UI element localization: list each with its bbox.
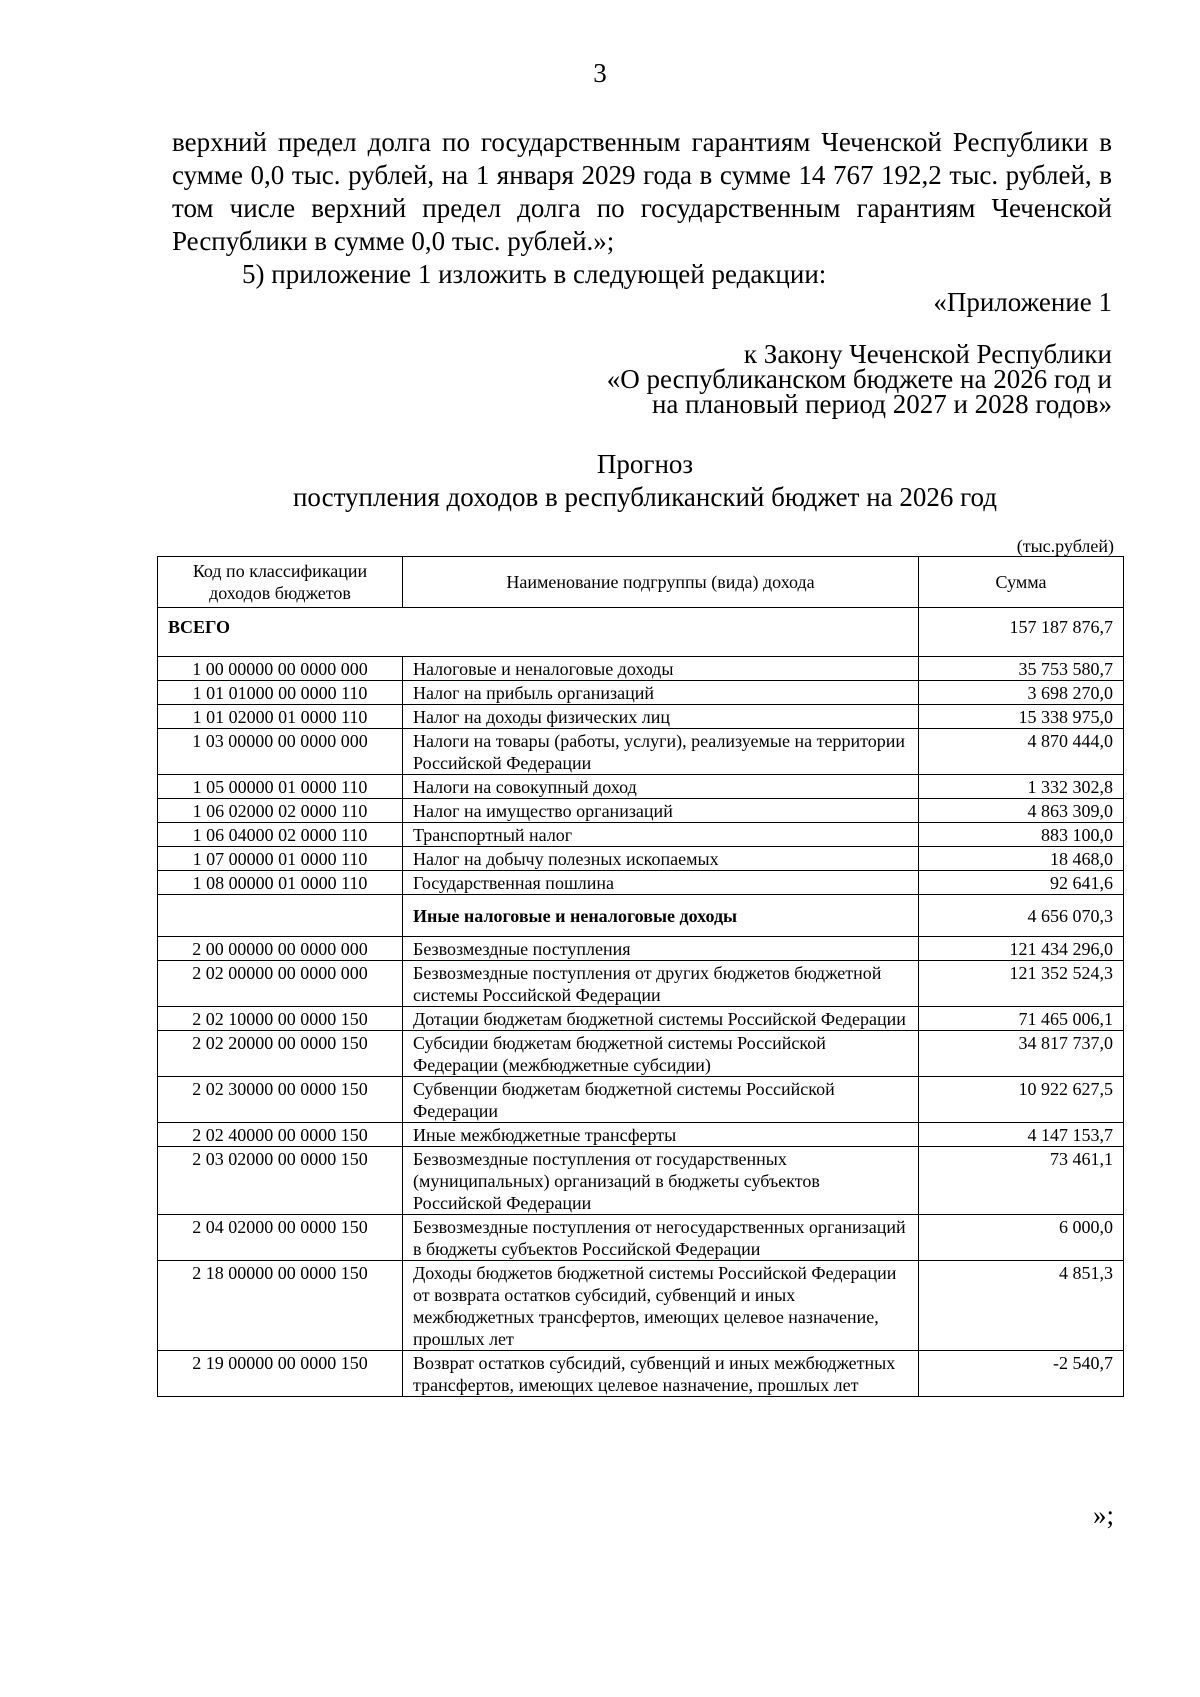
revenue-table	[157, 556, 1124, 1397]
intro-paragraph	[172, 126, 1112, 258]
row-amount: 71 465 006,1	[919, 1007, 1124, 1031]
row-code: 2 18 00000 00 0000 150	[158, 1261, 403, 1351]
table-row	[158, 705, 1124, 729]
row-amount: 4 863 309,0	[919, 799, 1124, 823]
item-5-text: 5) приложение 1 изложить в следующей редакции:	[242, 259, 827, 289]
law-reference-line: на плановый период 2027 и 2028 годов»	[651, 389, 1112, 419]
row-code: 1 01 02000 01 0000 110	[158, 705, 403, 729]
row-amount: 34 817 737,0	[919, 1031, 1124, 1077]
table-row	[158, 961, 1124, 1007]
row-amount: 3 698 270,0	[919, 681, 1124, 705]
row-code: 2 04 02000 00 0000 150	[158, 1215, 403, 1261]
row-code: 1 01 01000 00 0000 110	[158, 681, 403, 705]
row-code: 2 02 30000 00 0000 150	[158, 1077, 403, 1123]
row-amount: 1 332 302,8	[919, 775, 1124, 799]
row-code: 2 02 40000 00 0000 150	[158, 1123, 403, 1147]
row-name: Безвозмездные поступления от других бюджетов бюджетной системы Российской Федерации	[403, 961, 919, 1007]
table-row	[158, 847, 1124, 871]
intro-text: верхний предел долга по государственным гарантиям Чеченской Республики в сумме 0,0 тыс. рублей, на 1 января 2029 года в сумме 14 767 192,2 тыс. рублей, в том числе верхний предел долга по государственным гарантиям Чеченской Республики в сумме 0,0 тыс. рублей.»;	[172, 127, 1112, 256]
table-row	[158, 799, 1124, 823]
row-amount: 121 434 296,0	[919, 937, 1124, 961]
table-row	[158, 1351, 1124, 1397]
total-amount: 157 187 876,7	[919, 608, 1124, 657]
document-title-line1: Прогноз	[596, 449, 694, 479]
law-reference-line: к Закону Чеченской Республики	[743, 339, 1112, 369]
row-name: Иные налоговые и неналоговые доходы	[403, 895, 919, 937]
row-code	[158, 895, 403, 937]
row-name: Безвозмездные поступления	[403, 937, 919, 961]
row-amount: 121 352 524,3	[919, 961, 1124, 1007]
row-code: 1 00 00000 00 0000 000	[158, 657, 403, 681]
row-code: 2 19 00000 00 0000 150	[158, 1351, 403, 1397]
row-name: Налог на добычу полезных ископаемых	[403, 847, 919, 871]
row-amount: 35 753 580,7	[919, 657, 1124, 681]
document-title	[0, 448, 1200, 514]
table-row	[158, 1031, 1124, 1077]
row-amount: -2 540,7	[919, 1351, 1124, 1397]
row-amount: 92 641,6	[919, 871, 1124, 895]
total-row	[158, 608, 1124, 657]
row-code: 1 05 00000 01 0000 110	[158, 775, 403, 799]
table-row	[158, 1261, 1124, 1351]
table-row	[158, 775, 1124, 799]
table-header-row	[158, 557, 1124, 608]
closing-quote: »;	[1092, 1500, 1114, 1530]
row-name: Налоги на товары (работы, услуги), реализуемые на территории Российской Федерации	[403, 729, 919, 775]
row-name: Транспортный налог	[403, 823, 919, 847]
law-reference-line: «О республиканском бюджете на 2026 год и	[606, 364, 1112, 394]
row-code: 1 06 02000 02 0000 110	[158, 799, 403, 823]
table-row	[158, 871, 1124, 895]
row-code: 2 02 10000 00 0000 150	[158, 1007, 403, 1031]
law-reference	[606, 339, 1112, 419]
page-number: 3	[593, 58, 607, 88]
row-name: Безвозмездные поступления от негосударственных организаций в бюджеты субъектов Российской Федерации	[403, 1215, 919, 1261]
row-name: Иные межбюджетные трансферты	[403, 1123, 919, 1147]
row-name: Налоговые и неналоговые доходы	[403, 657, 919, 681]
row-code: 2 00 00000 00 0000 000	[158, 937, 403, 961]
table-row	[158, 937, 1124, 961]
appendix-title: «Приложение 1	[933, 287, 1112, 317]
row-amount: 6 000,0	[919, 1215, 1124, 1261]
row-name: Налоги на совокупный доход	[403, 775, 919, 799]
row-amount: 18 468,0	[919, 847, 1124, 871]
row-amount: 883 100,0	[919, 823, 1124, 847]
row-code: 2 03 02000 00 0000 150	[158, 1147, 403, 1215]
header-name: Наименование подгруппы (вида) дохода	[403, 557, 919, 608]
row-code: 1 08 00000 01 0000 110	[158, 871, 403, 895]
row-amount: 10 922 627,5	[919, 1077, 1124, 1123]
table-row	[158, 1147, 1124, 1215]
row-code: 2 02 20000 00 0000 150	[158, 1031, 403, 1077]
table-row	[158, 1077, 1124, 1123]
table-row	[158, 1215, 1124, 1261]
row-name: Налог на доходы физических лиц	[403, 705, 919, 729]
row-amount: 73 461,1	[919, 1147, 1124, 1215]
row-name: Возврат остатков субсидий, субвенций и иных межбюджетных трансфертов, имеющих целевое назначение, прошлых лет	[403, 1351, 919, 1397]
row-name: Государственная пошлина	[403, 871, 919, 895]
row-code: 1 03 00000 00 0000 000	[158, 729, 403, 775]
units-label: (тыс.рублей)	[1016, 536, 1114, 556]
row-name: Безвозмездные поступления от государственных (муниципальных) организаций в бюджеты субъектов Российской Федерации	[403, 1147, 919, 1215]
row-code: 1 07 00000 01 0000 110	[158, 847, 403, 871]
table-row	[158, 1007, 1124, 1031]
row-amount: 4 656 070,3	[919, 895, 1124, 937]
total-label: ВСЕГО	[158, 608, 919, 657]
header-amount: Сумма	[919, 557, 1124, 608]
table-row	[158, 895, 1124, 937]
header-code: Код по классификации доходов бюджетов	[158, 557, 403, 608]
table-row	[158, 1123, 1124, 1147]
row-amount: 4 870 444,0	[919, 729, 1124, 775]
row-code: 2 02 00000 00 0000 000	[158, 961, 403, 1007]
row-name: Налог на имущество организаций	[403, 799, 919, 823]
table-row	[158, 681, 1124, 705]
table-row	[158, 657, 1124, 681]
row-code: 1 06 04000 02 0000 110	[158, 823, 403, 847]
row-name: Субвенции бюджетам бюджетной системы Российской Федерации	[403, 1077, 919, 1123]
row-amount: 4 147 153,7	[919, 1123, 1124, 1147]
row-amount: 4 851,3	[919, 1261, 1124, 1351]
row-name: Налог на прибыль организаций	[403, 681, 919, 705]
document-title-line2: поступления доходов в республиканский бюджет на 2026 год	[292, 482, 998, 512]
row-name: Доходы бюджетов бюджетной системы Российской Федерации от возврата остатков субсидий, субвенций и иных межбюджетных трансфертов, имеющих целевое назначение, прошлых лет	[403, 1261, 919, 1351]
row-name: Дотации бюджетам бюджетной системы Российской Федерации	[403, 1007, 919, 1031]
table-row	[158, 729, 1124, 775]
row-name: Субсидии бюджетам бюджетной системы Российской Федерации (межбюджетные субсидии)	[403, 1031, 919, 1077]
row-amount: 15 338 975,0	[919, 705, 1124, 729]
table-row	[158, 823, 1124, 847]
